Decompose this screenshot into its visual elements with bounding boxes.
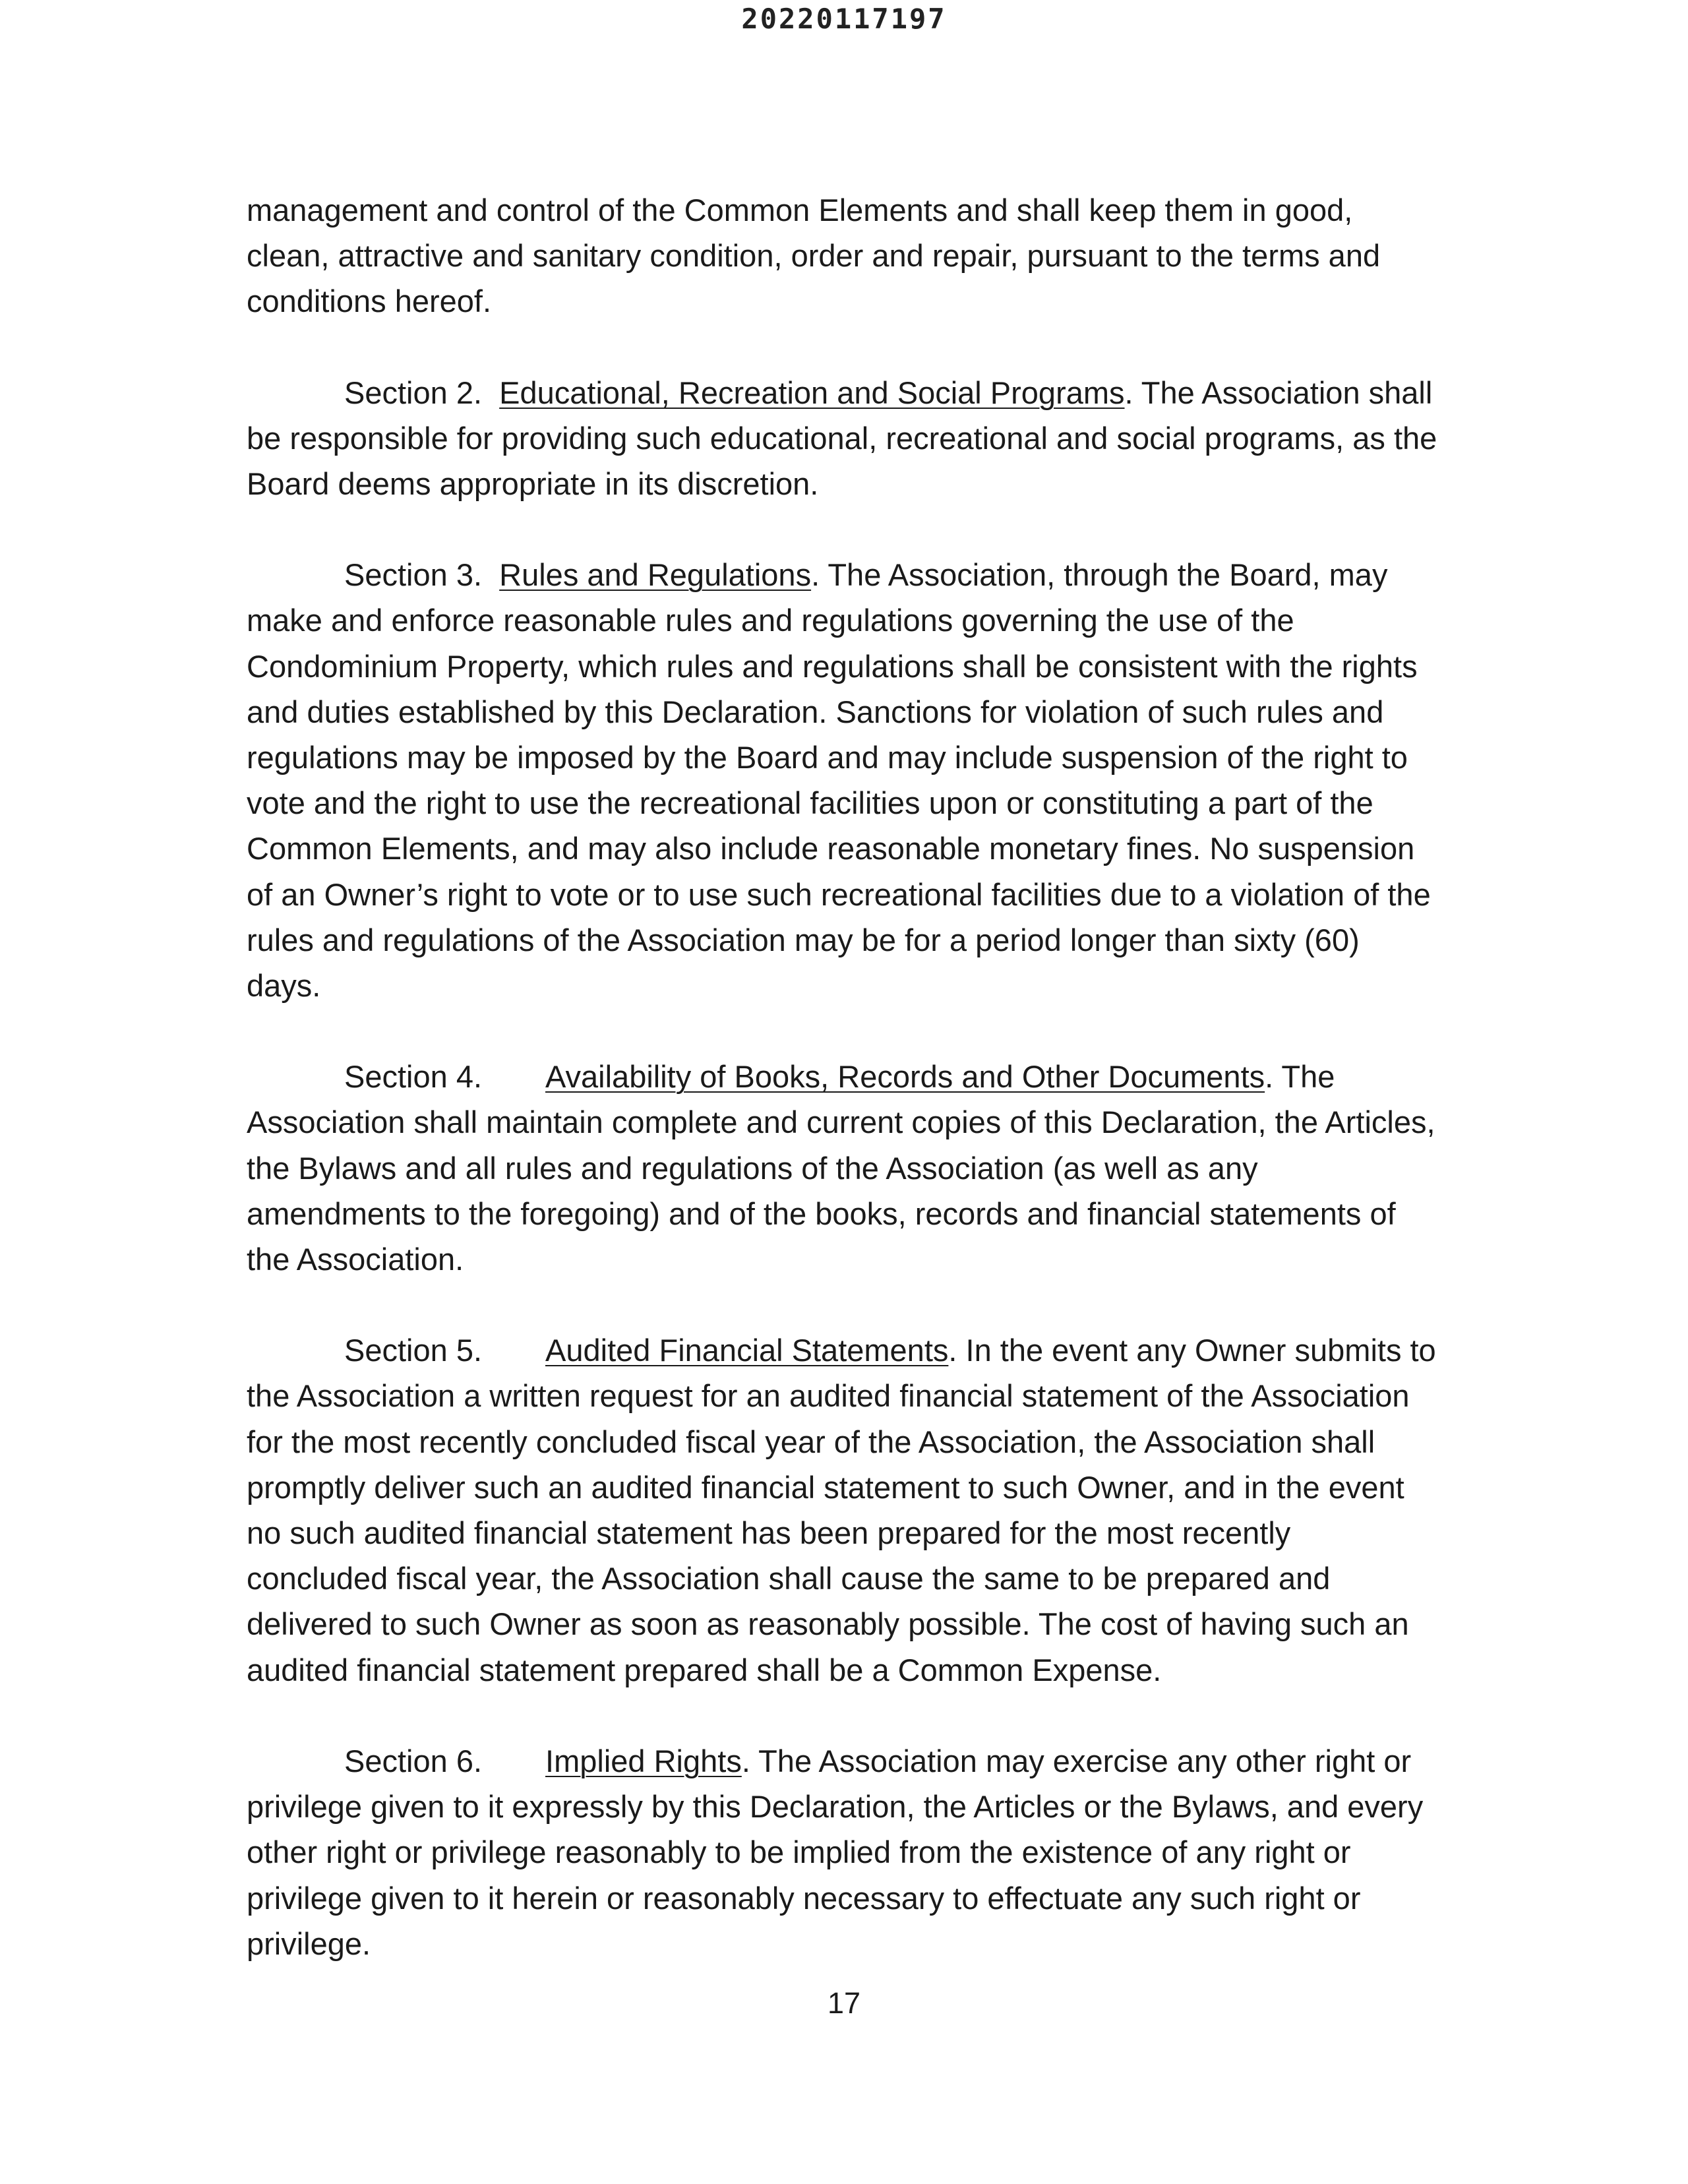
page-number: 17 [827,1986,861,2020]
section-4-heading: Availability of Books, Records and Other Documents [545,1059,1265,1095]
section-6-number: Section 6. [344,1743,483,1778]
section-2-paragraph [247,370,1440,507]
section-5-paragraph [247,1327,1440,1693]
section-6-paragraph [247,1738,1440,1966]
section-4-paragraph [247,1054,1440,1282]
section-6-text: . The Association may exercise any other right or privilege given to it expressly by this Declaration, the Articles or the Bylaws, and every other right or privilege reasonably to be implied from the existence of any right or privilege given to it herein or reasonably necessary to effectuate any such right or privilege. [247,1743,1424,1961]
section-5-heading: Audited Financial Statements [545,1333,949,1368]
section-3-number: Section 3. [344,557,483,593]
document-number: 20220117197 [741,3,947,35]
section-3-text: . The Association, through the Board, may make and enforce reasonable rules and regulations governing the use of the Condominium Property, which rules and regulations shall be consistent with the rights and duties established by this Declaration. Sanctions for violation of such rules and regulations may be imposed by the Board and may include suspension of the right to vote and the right to use the recreational facilities upon or constituting a part of the Common Elements, and may also include reasonable monetary fines. No suspension of an Owner’s right to vote or to use such recreational facilities due to a violation of the rules and regulations of the Association may be for a period longer than sixty (60) days. [247,557,1431,1004]
section-5-number: Section 5. [344,1333,483,1368]
section-3-heading: Rules and Regulations [499,557,812,593]
section-4-text: . The Association shall maintain complete and current copies of this Declaration, the Articles, the Bylaws and all rules and regulations of the Association (as well as any amendments to the foregoing) and of the books, records and financial statements of the Association. [247,1059,1435,1277]
section-2-text: . The Association shall be responsible for providing such educational, recreational and social programs, as the Board deems appropriate in its discretion. [247,375,1437,502]
section-5-text: . In the event any Owner submits to the Association a written request for an audited financial statement of the Association for the most recently concluded fiscal year of the Association, the Association shall promptly deliver such an audited financial statement to such Owner, and in the event no such audited financial statement has been prepared for the most recently concluded fiscal year, the Association shall cause the same to be prepared and delivered to such Owner as soon as reasonably possible. The cost of having such an audited financial statement prepared shall be a Common Expense. [247,1333,1436,1687]
section-2-number: Section 2. [344,375,483,410]
section-6-heading: Implied Rights [545,1743,742,1778]
section-3-paragraph [247,552,1440,1008]
document-body [247,187,1440,1966]
continuation-paragraph: management and control of the Common Elements and shall keep them in good, clean, attractive and sanitary condition, order and repair, pursuant to the terms and conditions hereof. [247,193,1381,319]
section-4-number: Section 4. [344,1059,483,1095]
section-2-heading: Educational, Recreation and Social Programs [499,375,1125,410]
